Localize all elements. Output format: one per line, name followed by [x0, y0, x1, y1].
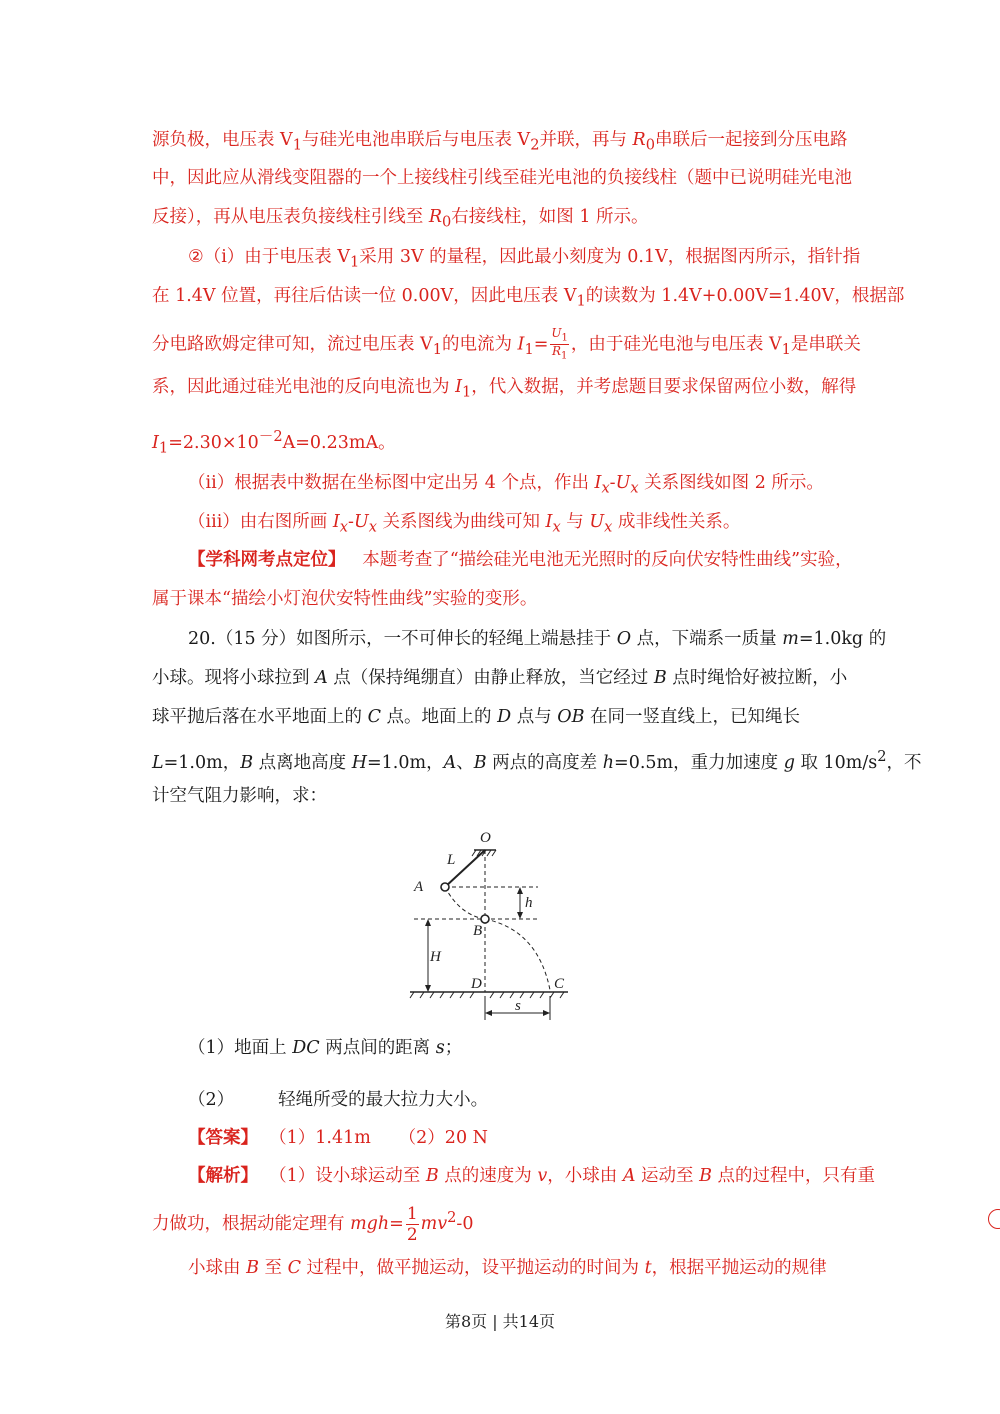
solution-line-6: 分电路欧姆定律可知，流过电压表 $V_1$的电流为 $I_1=$ $\frac{U_1}{R_1}$ ，由于硅光电池与电压表 $V_1$是串联关 — [152, 326, 861, 362]
solution-line-8: $I_1=2.30\times 10^{-2}A=0.23mA$。 — [152, 428, 396, 457]
ball-at-b — [481, 915, 489, 923]
page-footer: 第8页 | 共14页 — [444, 1312, 556, 1331]
pendulum-figure — [400, 820, 580, 1025]
label-s: s — [515, 998, 521, 1014]
current-fraction: $\frac{U_1}{R_1}$ — [551, 326, 568, 362]
solution-line-7: 系，因此通过硅光电池的反向电流也为 $I_1$，代入数据，并考虑题目要求保留两位小数，解得 — [152, 377, 857, 401]
solution-line-10: （iii）由右图所画 $I_x-U_x$ 关系图线为曲线可知 $I_x$ 与 $U_x$ 成非线性关系。 — [188, 512, 741, 536]
solution-line-12: 属于课本“描绘小灯泡伏安特性曲线”实验的变形。 — [152, 589, 538, 609]
question-line-5: 计空气阻力影响，求： — [152, 786, 327, 806]
question-line-2: 小球。现将小球拉到 A 点（保持绳绷直）由静止释放，当它经过 B 点时绳恰好被拉断，小 — [152, 668, 848, 688]
solution-line-4: ②（i）由于电压表 $V_1$采用 3V 的量程，因此最小刻度为 0.1V，根据图丙所示，指针指 — [188, 247, 861, 271]
answer-line: 【答案】 （1）1.41m （2）20 N — [188, 1128, 488, 1148]
label-h-big: H — [430, 949, 441, 965]
solution-line-9: （ii）根据表中数据在坐标图中定出另 4 个点，作出 $I_x-U_x$ 关系图线如图 2 所示。 — [188, 473, 824, 497]
solution-line-1: 源负极，电压表 $V_1$与硅光电池串联后与电压表 $V_2$并联，再与 $R_0$串联后一起接到分压电路 — [152, 130, 848, 154]
label-l: L — [447, 852, 456, 868]
label-o: O — [480, 830, 491, 846]
solution-line-2: 中，因此应从滑线变阻器的一个上接线柱引线至硅光电池的负接线柱（题中已说明硅光电池 — [152, 168, 852, 188]
question-line-1: 20.（15 分）如图所示，一不可伸长的轻绳上端悬挂于 O 点，下端系一质量 m=1.0kg 的 — [188, 629, 887, 649]
ground — [410, 992, 568, 998]
sub-question-2: （2） 轻绳所受的最大拉力大小。 — [188, 1090, 489, 1110]
label-b: B — [473, 923, 483, 939]
ball-at-a — [441, 883, 449, 891]
analysis-line-1: 【解析】 （1）设小球运动至 B 点的速度为 v，小球由 A 运动至 B 点的过程中，只有重 — [188, 1166, 876, 1186]
knowledge-point-tag: 【学科网考点定位】 — [188, 550, 346, 570]
analysis-line-2: 力做功，根据动能定理有 mgh= $\frac{1}{2}$ $mv^2-0$ — [152, 1204, 474, 1245]
solution-line-5: 在 1.4V 位置，再往后估读一位 0.00V，因此电压表 $V_1$的读数为 1.4V+0.00V=1.40V，根据部 — [152, 286, 905, 310]
label-a: A — [414, 879, 424, 895]
question-line-4: L=1.0m，B 点离地高度 H=1.0m，A、B 两点的高度差 h=0.5m，重力加速度 g 取 $10m/s^2$，不 — [152, 748, 922, 773]
analysis-line-3: 小球由 B 至 C 过程中，做平抛运动，设平抛运动的时间为 t，根据平抛运动的规律 — [188, 1258, 827, 1278]
label-c: C — [554, 976, 565, 992]
swing-arc — [445, 887, 485, 919]
margin-circle-mark — [988, 1209, 1000, 1229]
solution-line-11: 【学科网考点定位】 本题考查了“描绘硅光电池无光照时的反向伏安特性曲线”实验， — [188, 550, 853, 570]
sub-question-1: （1）地面上 DC 两点间的距离 s； — [188, 1038, 463, 1058]
label-d: D — [471, 976, 482, 992]
label-h-small: h — [525, 895, 533, 911]
solution-line-3: 反接），再从电压表负接线柱引线至 $R_0$右接线柱，如图 1 所示。 — [152, 207, 649, 231]
analysis-tag: 【解析】 — [188, 1166, 258, 1186]
projectile-path — [485, 919, 550, 990]
answer-tag: 【答案】 — [188, 1128, 258, 1148]
half-fraction: $\frac{1}{2}$ — [406, 1204, 418, 1245]
question-line-3: 球平抛后落在水平地面上的 C 点。地面上的 D 点与 OB 在同一竖直线上，已知绳长 — [152, 707, 801, 727]
